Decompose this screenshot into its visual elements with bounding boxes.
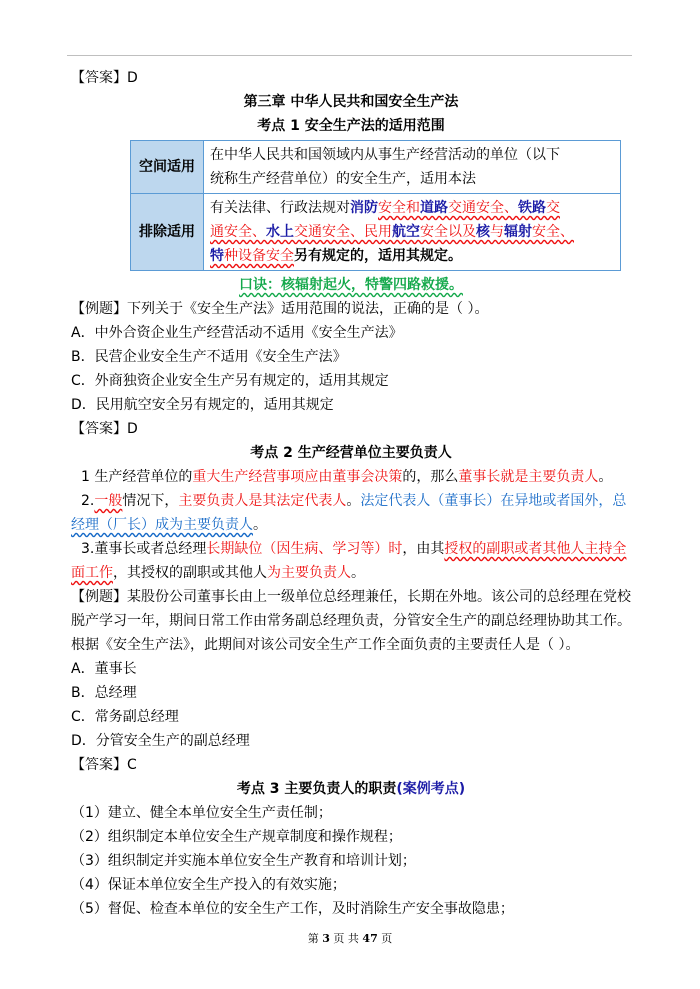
highlight-text: 交通安全、民用 [294,224,392,240]
highlight-nuclear: 核 [476,224,490,240]
text-run: 1 生产经营单位的 [81,469,193,485]
red-text: 面工作 [71,565,113,581]
red-text: 主要负责人是其法定代表人 [178,493,347,509]
table-header-cell: 排除适用 [131,194,204,271]
option-a: A．董事长 [71,661,137,677]
table-cell [204,141,621,194]
footer-text: 页 共 [329,932,363,945]
section-title-text: 考点 3 主要负责人的职责 [236,781,397,797]
highlight-aviation: 航空 [392,224,420,240]
option-c: C．常务副总经理 [71,709,179,725]
paragraph-item-2 [71,489,631,513]
highlight-text: 与 [490,224,504,240]
text-run: 。 [351,565,365,581]
text-run: 。 [253,517,267,533]
red-text: 授权的副职或者其他人主持全 [444,541,627,557]
highlight-fire: 消防 [350,200,378,216]
cell-text: 有关法律、行政法规对 [210,200,350,216]
red-text: 长期缺位（因生病、学习等）时 [206,541,403,557]
text-run: 3.董事长或者总经理 [81,541,207,557]
highlight-radiation: 辐射 [504,224,532,240]
text-run: ，其授权的副职或其他人 [113,565,267,581]
highlight-text: 安全和 [378,200,420,216]
highlight-text: 交 [546,200,560,216]
scope-table [130,140,621,271]
text-run: ，由其 [402,541,445,557]
section-title: 考点 1 安全生产法的适用范围 [257,118,445,134]
red-text: 为主要负责人 [267,565,351,581]
page-footer [0,930,700,946]
table-cell [204,194,621,271]
highlight-rail: 铁路 [518,200,546,216]
footer-text: 页 [377,932,393,945]
document-body [71,66,631,921]
highlight-road: 道路 [420,200,448,216]
red-text: 董事长就是主要负责人 [458,469,599,485]
text-run: 。 [346,493,361,509]
option-b: B．总经理 [71,685,137,701]
mnemonic [71,273,631,297]
duty-item: （1）建立、健全本单位安全生产责任制； [71,805,332,821]
highlight-text: 安全以及 [420,224,476,240]
paragraph-item-3-cont [71,561,631,585]
header-rule [67,55,632,56]
text-run: 的，那么 [402,469,459,485]
highlight-text: 通安全、 [210,224,266,240]
case-point-tag: (案例考点) [396,781,466,797]
option-d: D．分管安全生产的副总经理 [71,733,250,749]
text-run: 。 [598,469,613,485]
blue-text: 经理（厂长）成为主要负责人 [71,517,253,533]
highlight-text: 种设备安全 [224,248,294,264]
blue-text: 法定代表人（董事长）在异地或者国外，总 [360,493,627,509]
highlight-special: 特 [210,248,224,264]
table-row [131,141,621,194]
example-question: 【例题】某股份公司董事长由上一级单位总经理兼任，长期在外地。该公司的总经理在党校 [71,589,631,605]
option-d: D．民用航空安全另有规定的，适用其规定 [71,397,334,413]
red-text: 重大生产经营事项应由董事会决策 [192,469,403,485]
duty-item: （5）督促、检查本单位的安全生产工作，及时消除生产安全事故隐患； [71,901,514,917]
cell-text: 在中华人民共和国领域内从事生产经营活动的单位（以下 [210,147,560,163]
footer-text: 第 [307,932,323,945]
answer-label: 【答案】C [71,757,137,773]
total-pages: 47 [362,932,378,945]
text-run: 2. [81,493,95,509]
answer-label: 【答案】D [71,421,138,437]
cell-text: 另有规定的，适用其规定。 [294,248,462,264]
mnemonic-text: 口诀：核辐射起火，特警四路救援。 [239,277,463,293]
paragraph-item-1 [71,465,631,489]
highlight-text: 安全、 [532,224,574,240]
duty-item: （3）组织制定并实施本单位安全生产教育和培训计划； [71,853,416,869]
section-title: 考点 2 生产经营单位主要负责人 [250,445,452,461]
highlight-water: 水上 [266,224,294,240]
chapter-title: 第三章 中华人民共和国安全生产法 [243,94,459,110]
highlight-text: 交通安全、 [448,200,518,216]
option-a: A．中外合资企业生产经营活动不适用《安全生产法》 [71,325,403,341]
duty-item: （4）保证本单位安全生产投入的有效实施； [71,877,346,893]
cell-text: 统称生产经营单位）的安全生产，适用本法 [210,171,476,187]
example-question: 根据《安全生产法》，此期间对该公司安全生产工作全面负责的主要责任人是（ ）。 [71,637,580,653]
duty-item: （2）组织制定本单位安全生产规章制度和操作规程； [71,829,402,845]
answer-label: 【答案】D [71,70,138,86]
table-row [131,194,621,271]
page-number: 3 [322,932,330,945]
text-run: 情况下， [122,493,179,509]
paragraph-item-3 [71,537,631,561]
section-title [71,777,631,801]
option-c: C．外商独资企业安全生产另有规定的，适用其规定 [71,373,389,389]
example-question: 脱产学习一年，期间日常工作由常务副总经理负责，分管安全生产的副总经理协助其工作。 [71,613,631,629]
option-b: B．民营企业安全生产不适用《安全生产法》 [71,349,347,365]
table-header-cell: 空间适用 [131,141,204,194]
red-text: 一般 [94,493,123,509]
example-question: 【例题】下列关于《安全生产法》适用范围的说法，正确的是（ ）。 [71,301,489,317]
paragraph-item-2-cont [71,513,631,537]
